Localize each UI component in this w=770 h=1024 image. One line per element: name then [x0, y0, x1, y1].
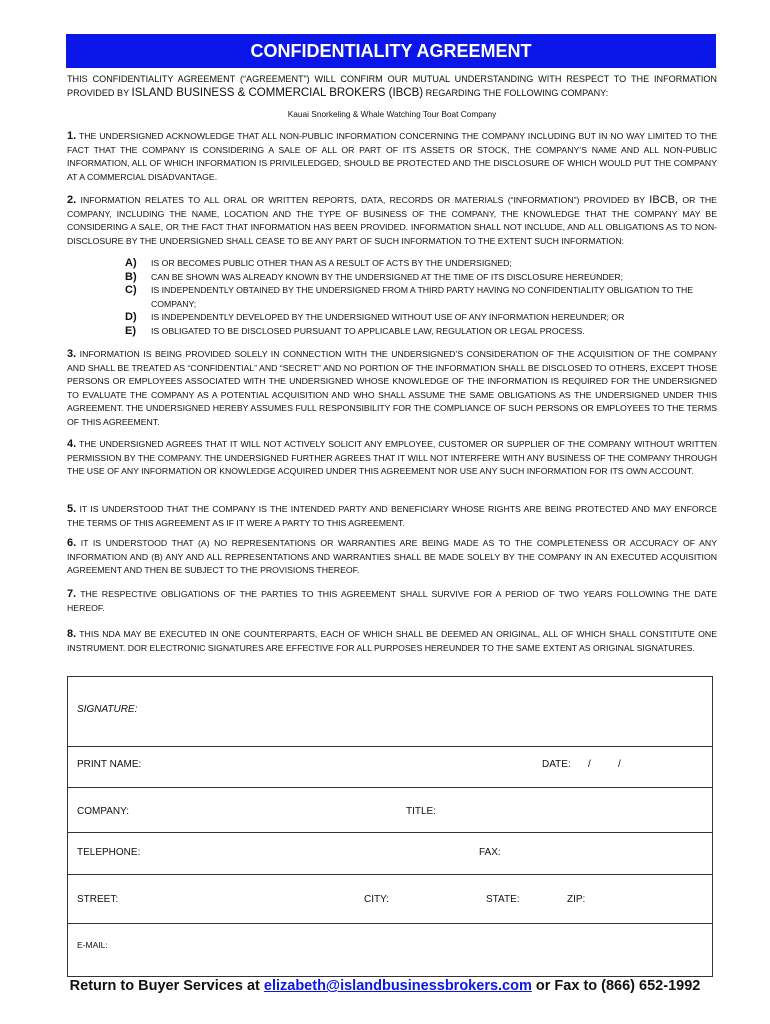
- list-item: [125, 311, 717, 325]
- list-text: IS INDEPENDENTLY DEVELOPED BY THE UNDERSIGNED WITHOUT USE OF ANY INFORMATION HEREUNDER; OR: [151, 312, 625, 323]
- email-label: E-MAIL:: [77, 940, 108, 950]
- ibcb-text: IBCB,: [649, 194, 679, 206]
- exceptions-list: [125, 257, 717, 339]
- clause-4: [67, 438, 717, 479]
- form-divider: [68, 874, 712, 875]
- date-slash: /: [588, 759, 591, 770]
- list-item: [125, 257, 717, 271]
- date-slash: /: [618, 759, 621, 770]
- clause-8: [67, 628, 717, 655]
- clause-text: OR THE COMPANY, INCLUDING THE NAME, LOCATION AND THE TYPE OF BUSINESS OF THE COMPANY, THE KNOWLEDGE THAT THE COMPANY MAY BE CONSIDERING A SALE, OR THE FACT THAT INFORMATION HAS BEEN PROVIDED. INFORMATION SHALL NOT INCLUDE, AND ALL OBLIGATIONS AS TO NON-DISCLOSURE BY THE UNDERSIGNED SHALL CEASE TO BE ANY PART OF SUCH INFORMATION TO THE EXTENT SUCH INFORMATION:: [67, 195, 717, 246]
- list-letter: C): [125, 284, 137, 297]
- clause-text: THE UNDERSIGNED ACKNOWLEDGE THAT ALL NON-PUBLIC INFORMATION CONCERNING THE COMPANY INCLUDING BUT IN NO WAY LIMITED TO THE FACT THAT THE COMPANY IS CONSIDERING A SALE OF ALL OR PART OF ITS ASSETS OR STOCK, THE COMPANY’S NAME AND ALL NON-PUBLIC INFORMATION, ALL OF WHICH INFORMATION IS PRIVILELEDGED, SHOULD BE PROTECTED AND THE DISCLOSURE OF WHICH WOULD PUT THE COMPANY AT A COMMERCIAL DISADVANTAGE.: [67, 131, 717, 182]
- city-label: CITY:: [364, 894, 390, 905]
- list-item: [125, 284, 717, 311]
- form-divider: [68, 923, 712, 924]
- list-letter: E): [125, 324, 136, 337]
- clause-number: 1.: [67, 130, 77, 142]
- intro-paragraph: [67, 72, 717, 100]
- fax-label: FAX:: [479, 847, 501, 858]
- list-text: IS OR BECOMES PUBLIC OTHER THAN AS A RESULT OF ACTS BY THE UNDERSIGNED;: [151, 258, 512, 268]
- list-text: CAN BE SHOWN WAS ALREADY KNOWN BY THE UNDERSIGNED AT THE TIME OF ITS DISCLOSURE HEREUNDER;: [151, 271, 624, 282]
- footer-prefix: Return to Buyer Services at: [69, 978, 260, 994]
- print-name-label: PRINT NAME:: [77, 759, 142, 770]
- clause-text: INFORMATION RELATES TO ALL ORAL OR WRITTEN REPORTS, DATA, RECORDS OR MATERIALS (“INFORMATION”) PROVIDED BY: [80, 195, 645, 205]
- list-letter: B): [125, 270, 137, 283]
- footer-return-note: [0, 978, 770, 994]
- signature-label: SIGNATURE:: [77, 704, 138, 715]
- clause-text: IT IS UNDERSTOOD THAT (A) NO REPRESENTATIONS OR WARRANTIES ARE BEING MADE AS TO THE COMPLETENESS OR ACCURACY OF ANY INFORMATION AND (B) ANY AND ALL REPRESENTATIONS AND WARRANTIES SHALL BE MADE SOLELY BY THE COMPANY IN AN EXECUTED ACQUISITION AGREEMENT AND THEN BE SUBJECT TO THE PROVISIONS THEREOF.: [67, 538, 718, 576]
- footer-email-link[interactable]: elizabeth@islandbusinessbrokers.com: [263, 978, 532, 994]
- zip-label: ZIP:: [567, 894, 586, 905]
- list-letter: D): [125, 311, 137, 324]
- company-name: Kauai Snorkeling & Whale Watching Tour Boat Company: [287, 109, 497, 119]
- clause-number: 5.: [67, 503, 77, 515]
- clause-3: [67, 348, 717, 430]
- signature-form: [67, 676, 713, 977]
- company-label: COMPANY:: [77, 806, 130, 817]
- clause-text: THIS NDA MAY BE EXECUTED IN ONE COUNTERPARTS, EACH OF WHICH SHALL BE DEEMED AN ORIGINAL, ALL OF WHICH SHALL CONSTITUTE ONE INSTRUMENT. DOR ELECTRONIC SIGNATURES ARE EFFECTIVE FOR ALL PURPOSES HEREUNDER TO THE SAME EXTENT AS ORIGINAL SIGNATURES.: [67, 629, 717, 653]
- date-label: DATE:: [542, 759, 571, 770]
- clause-text: INFORMATION IS BEING PROVIDED SOLELY IN CONNECTION WITH THE UNDERSIGNED’S CONSIDERATION OF THE ACQUISITION OF THE COMPANY AND SHALL BE TREATED AS “CONFIDENTIAL” AND “SECRET” AND NO PORTION OF THE INFORMATION SHALL BE DISCLOSED TO OTHERS, EXCEPT THOSE PERSONS OR EMPLOYEES ASSOCIATED WITH THE UNDERSIGNED WHOSE KNOWLEDGE OF THE INFORMATION IS REQUIRED FOR THE UNDERSIGNED TO EVALUATE THE COMPANY AS A POTENTIAL ACQUISITION AND WHO SHALL ASSUME THE SAME OBLIGATIONS AS THE UNDERSIGNED UNDER THIS AGREEMENT. THE UNDERSIGNED HEREBY ASSUMES FULL RESPONSIBILITY FOR THE COMPLIANCE OF SUCH PERSONS OR EMPLOYEES TO THE TERMS OF THIS AGREEMENT.: [67, 349, 717, 427]
- state-label: STATE:: [486, 894, 520, 905]
- clause-6: [67, 537, 717, 578]
- clause-number: 7.: [67, 588, 77, 600]
- form-divider: [68, 746, 712, 747]
- clause-number: 4.: [67, 438, 77, 450]
- clause-number: 2.: [67, 194, 77, 206]
- clause-text: THE RESPECTIVE OBLIGATIONS OF THE PARTIES TO THIS AGREEMENT SHALL SURVIVE FOR A PERIOD OF TWO YEARS FOLLOWING THE DATE HEREOF.: [67, 589, 717, 613]
- clause-number: 3.: [67, 348, 77, 360]
- clause-number: 6.: [67, 537, 77, 549]
- clause-text: IT IS UNDERSTOOD THAT THE COMPANY IS THE INTENDED PARTY AND BENEFICIARY WHOSE RIGHTS ARE BEING PROTECTED AND MAY ENFORCE THE TERMS OF THIS AGREEMENT AS IF IT WERE A PARTY TO THIS AGREEMENT.: [67, 504, 717, 528]
- intro-text-1: THIS CONFIDENTIALITY AGREEMENT (“AGREEMENT”) WILL CONFIRM OUR MUTUAL UNDERSTANDING WITH RESPECT TO THE INFORMATION PROVIDED BY: [67, 74, 717, 98]
- form-divider: [68, 832, 712, 833]
- intro-text-2: REGARDING THE FOLLOWING COMPANY:: [425, 88, 609, 98]
- form-divider: [68, 787, 712, 788]
- list-text: IS INDEPENDENTLY OBTAINED BY THE UNDERSIGNED FROM A THIRD PARTY HAVING NO CONFIDENTIALITY OBLIGATION TO THE COMPANY;: [151, 285, 694, 309]
- clause-text: THE UNDERSIGNED AGREES THAT IT WILL NOT ACTIVELY SOLICIT ANY EMPLOYEE, CUSTOMER OR SUPPLIER OF THE COMPANY WITHOUT WRITTEN PERMISSION BY THE COMPANY. THE UNDERSIGNED FURTHER AGREES THAT IT WILL NOT INTERFERE WITH ANY BUSINESS OF THE COMPANY THROUGH THE USE OF ANY INFORMATION OR KNOWLEDGE ACQUIRED UNDER THIS AGREEMENT NOR USE ANY SUCH INFORMATION FOR ITS OWN ACCOUNT.: [67, 439, 717, 477]
- list-item: [125, 325, 717, 339]
- page-title: CONFIDENTIALITY AGREEMENT: [66, 34, 716, 68]
- clause-1: [67, 130, 717, 184]
- street-label: STREET:: [77, 894, 119, 905]
- clause-7: [67, 588, 717, 615]
- clause-5: [67, 503, 717, 530]
- clause-2: [67, 194, 717, 248]
- telephone-label: TELEPHONE:: [77, 847, 141, 858]
- broker-name: ISLAND BUSINESS & COMMERCIAL BROKERS (IBCB): [131, 87, 424, 99]
- clause-number: 8.: [67, 628, 77, 640]
- list-item: [125, 271, 717, 285]
- list-letter: A): [125, 257, 137, 269]
- list-text: IS OBLIGATED TO BE DISCLOSED PURSUANT TO APPLICABLE LAW, REGULATION OR LEGAL PROCESS.: [151, 325, 585, 336]
- footer-suffix: or Fax to (866) 652-1992: [535, 978, 701, 994]
- title-label: TITLE:: [406, 806, 437, 817]
